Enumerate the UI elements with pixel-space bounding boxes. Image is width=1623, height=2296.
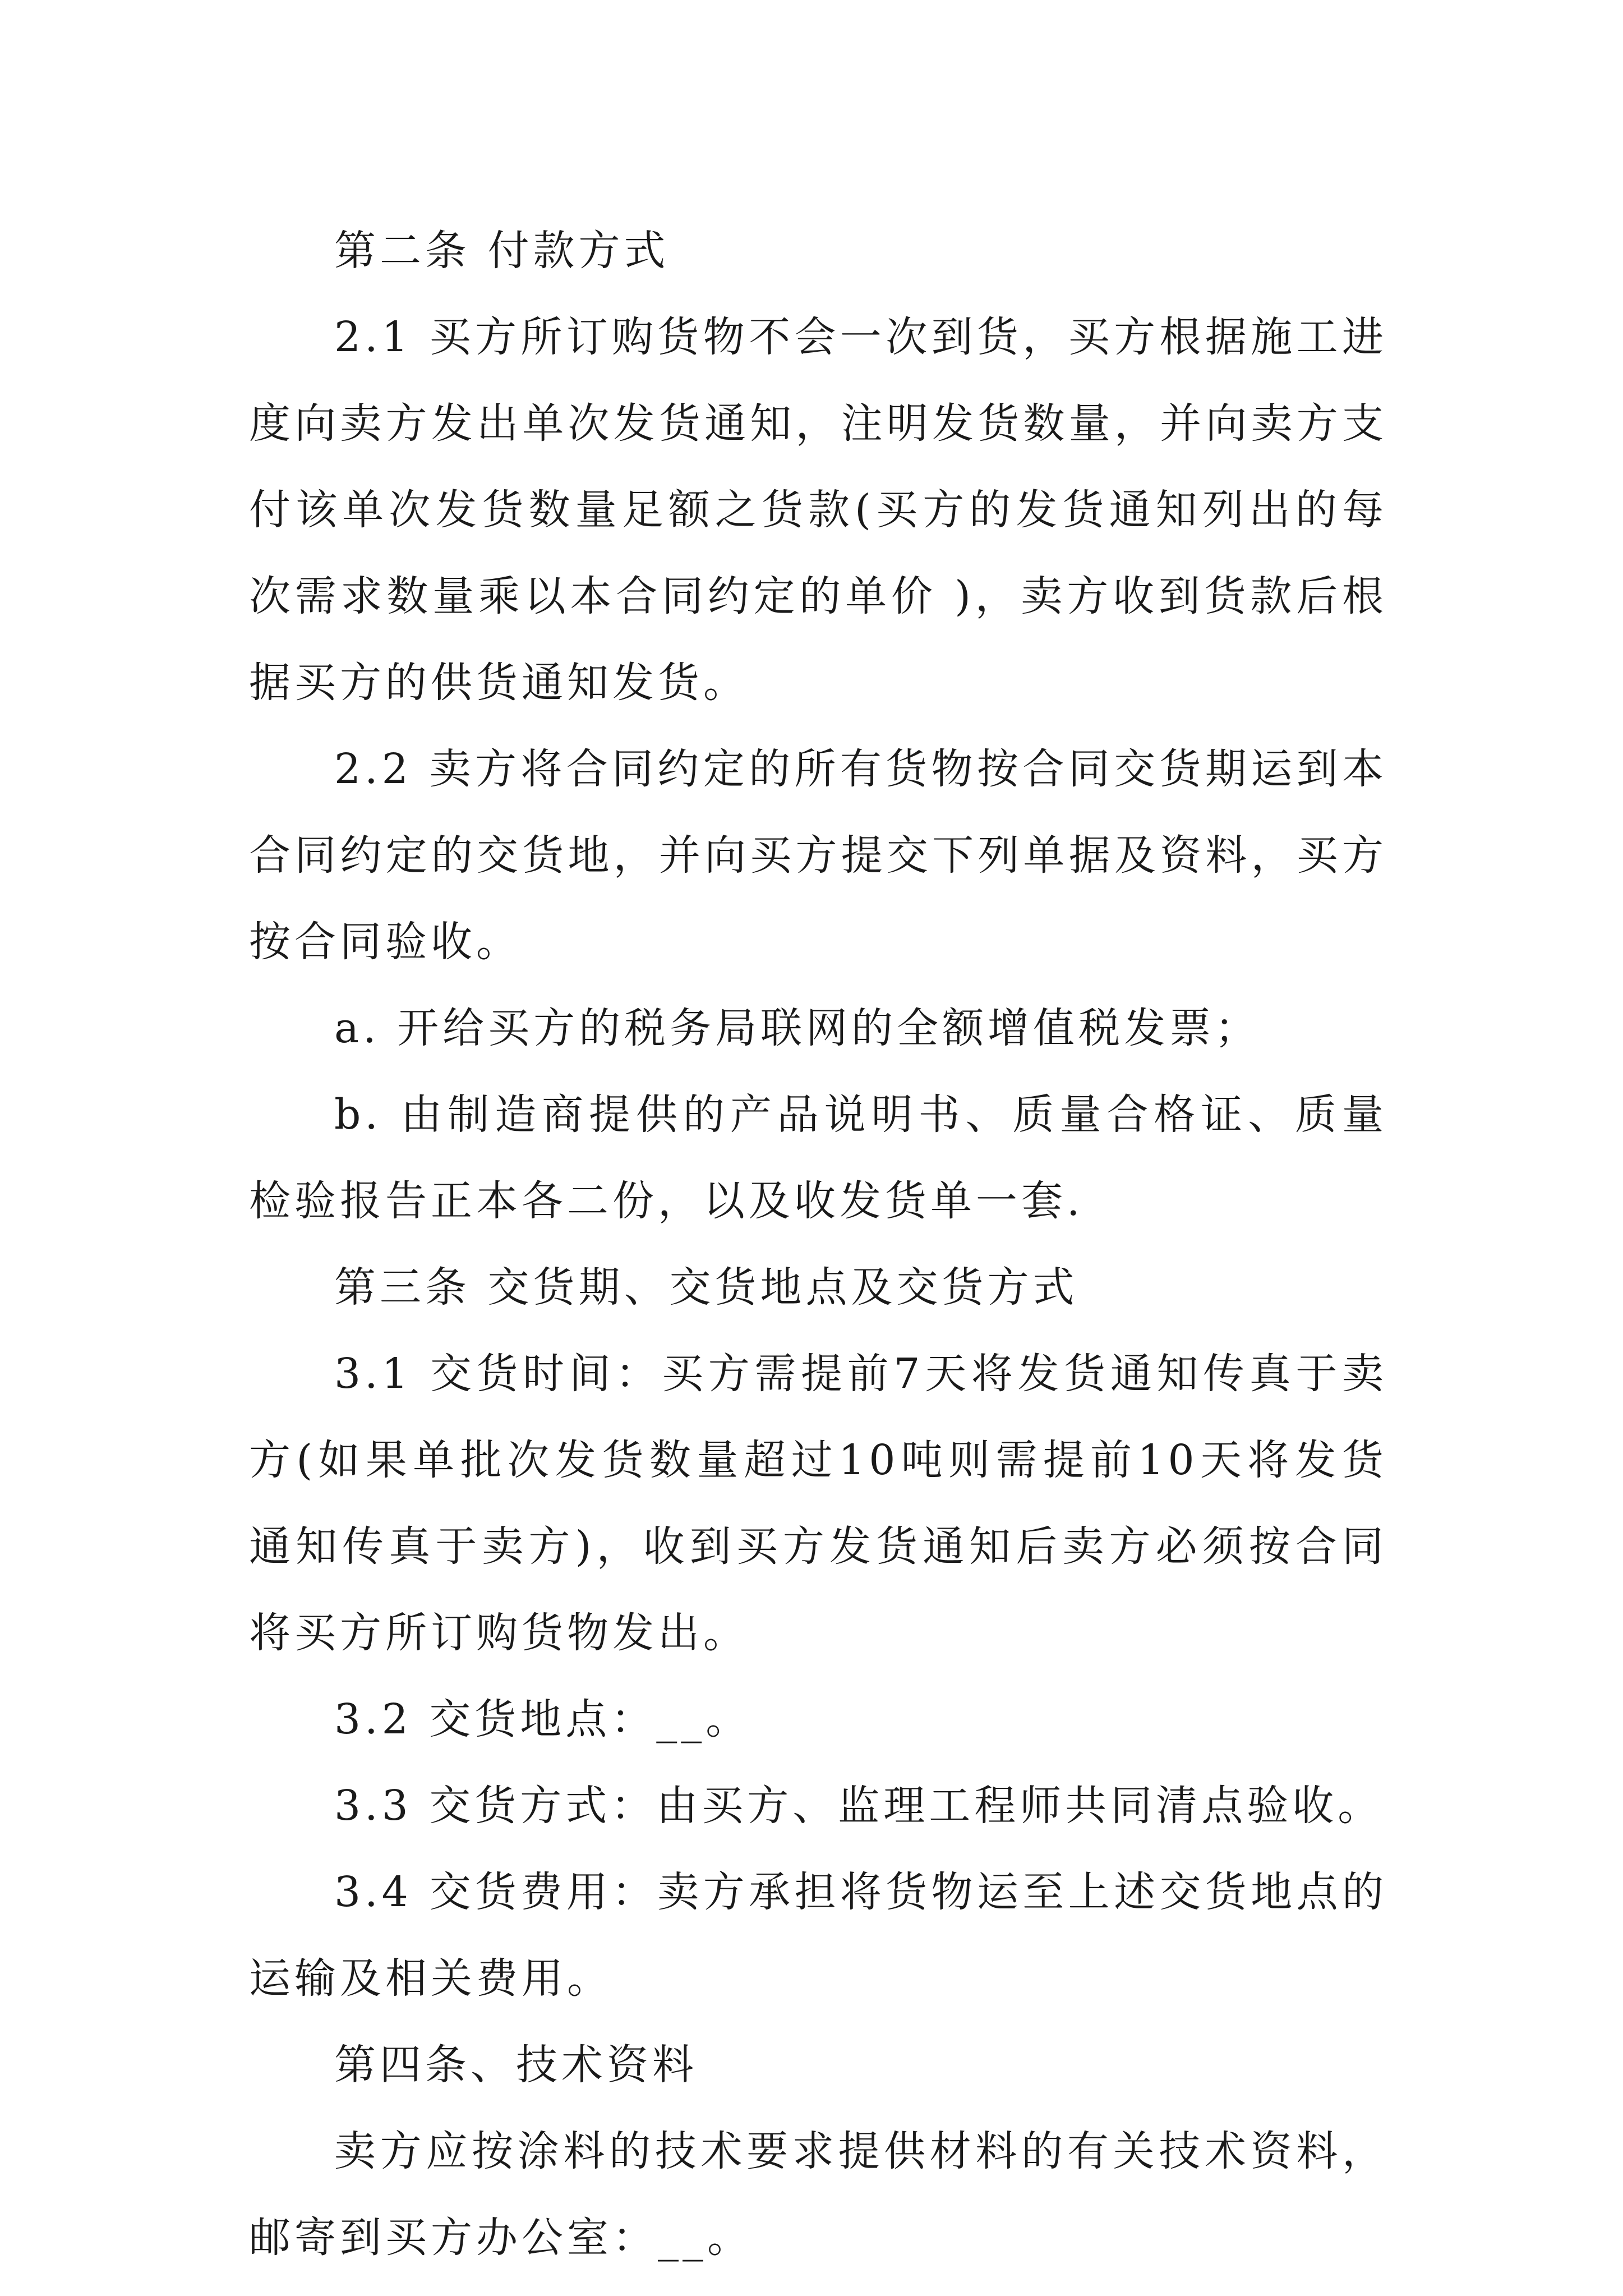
clause-3-4: 3.4 交货费用：卖方承担将货物运至上述交货地点的运输及相关费用。: [249, 1868, 1387, 2003]
section-heading-payment: 第二条 付款方式: [334, 227, 670, 275]
section-heading-technical: 第四条、技术资料: [334, 2041, 698, 2089]
section-heading-delivery: 第三条 交货期、交货地点及交货方式: [334, 1263, 1078, 1312]
document-body: [249, 208, 1387, 2281]
clause-3-3: 3.3 交货方式：由买方、监理工程师共同清点验收。: [334, 1782, 1384, 1830]
clause-3-1: 3.1 交货时间：买方需提前7天将发货通知传真于卖方(如果单批次发货数量超过10吨则需提前10天将发货通知传真于卖方)，收到买方发货通知后卖方必须按合同将买方所订购货物发出。: [249, 1350, 1387, 1657]
clause-2-1: 2.1 买方所订购货物不会一次到货，买方根据施工进度向卖方发出单次发货通知，注明发货数量，并向卖方支付该单次发货数量足额之货款(买方的发货通知列出的每次需求数量乘以本合同约定的单价 )，卖方收到货款后根据买方的供货通知发货。: [249, 313, 1387, 707]
clause-2-2-b: b. 由制造商提供的产品说明书、质量合格证、质量检验报告正本各二份，以及收发货单一套.: [249, 1091, 1387, 1225]
clause-4-body: 卖方应按涂料的技术要求提供材料的有关技术资料，邮寄到买方办公室：__。: [249, 2127, 1387, 2262]
clause-2-2-a: a. 开给买方的税务局联网的全额增值税发票；: [334, 1004, 1261, 1052]
clause-2-2: 2.2 卖方将合同约定的所有货物按合同交货期运到本合同约定的交货地，并向买方提交下列单据及资料，买方按合同验收。: [249, 745, 1387, 966]
clause-3-2: 3.2 交货地点：__。: [334, 1695, 751, 1743]
